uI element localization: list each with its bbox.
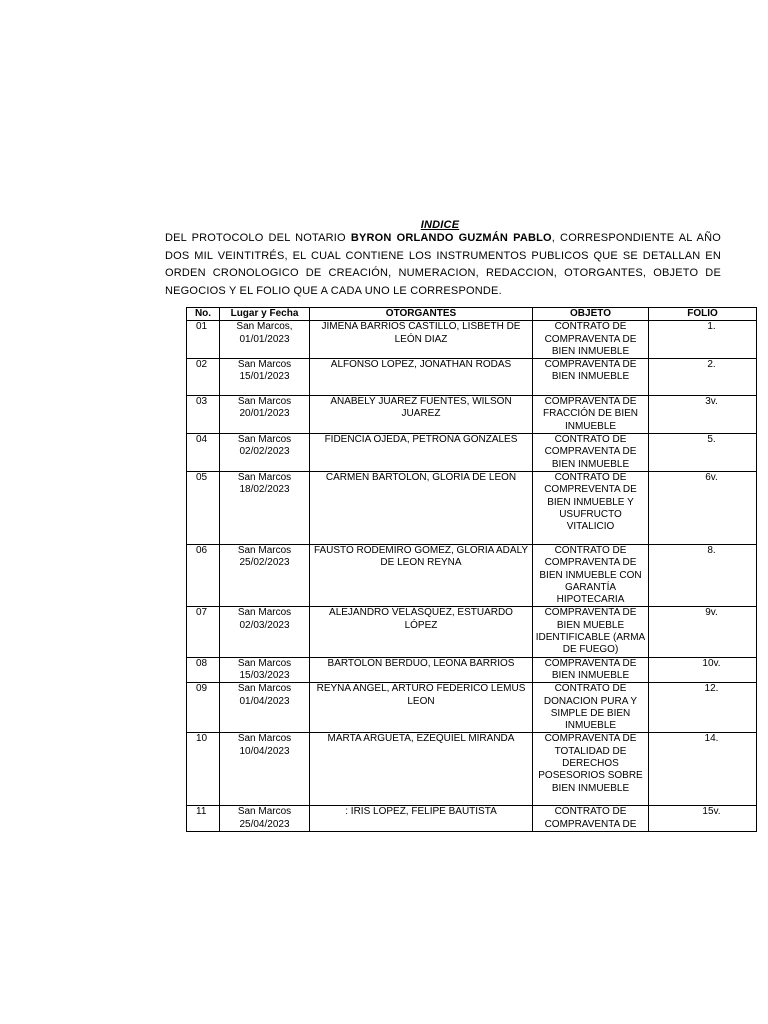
row-folio: 12.	[649, 683, 757, 733]
table-row	[187, 396, 757, 434]
row-objeto: CONTRATO DE COMPRAVENTA DE BIEN INMUEBLE CON GARANTÍA HIPOTECARIA	[533, 544, 649, 606]
row-folio: 5.	[649, 434, 757, 472]
row-otorgantes: REYNA ANGEL, ARTURO FEDERICO LEMUS LEON	[310, 683, 533, 733]
table-row	[187, 434, 757, 472]
row-otorgantes: : IRIS LOPEZ, FELIPE BAUTISTA	[310, 806, 533, 832]
row-number: 01	[187, 321, 220, 359]
row-folio: 3v.	[649, 396, 757, 434]
table-row	[187, 657, 757, 683]
intro-paragraph	[165, 230, 721, 300]
document-title: INDICE	[420, 219, 460, 231]
row-objeto: CONTRATO DE COMPRAVENTA DE BIEN INMUEBLE	[533, 321, 649, 359]
intro-text-start: DEL PROTOCOLO DEL NOTARIO	[165, 232, 351, 244]
row-folio: 8.	[649, 544, 757, 606]
header-objeto: OBJETO	[533, 308, 649, 321]
row-number: 09	[187, 683, 220, 733]
row-otorgantes: MARTA ARGUETA, EZEQUIEL MIRANDA	[310, 733, 533, 806]
row-lugar-fecha: San Marcos 25/04/2023	[220, 806, 310, 832]
row-objeto: CONTRATO DE DONACION PURA Y SIMPLE DE BIEN INMUEBLE	[533, 683, 649, 733]
row-lugar-fecha: San Marcos 20/01/2023	[220, 396, 310, 434]
row-otorgantes: BARTOLON BERDUO, LEONA BARRIOS	[310, 657, 533, 683]
row-number: 03	[187, 396, 220, 434]
table-row	[187, 733, 757, 806]
intro-text-end: , CORRESPONDIENTE AL AÑO DOS MIL VEINTITRÉS, EL CUAL CONTIENE LOS INSTRUMENTOS PUBLICOS QUE SE DETALLAN EN ORDEN CRONOLOGICO DE CREACIÓN, NUMERACION, REDACCION, OTORGANTES, OBJETO DE NEGOCIOS Y EL FOLIO QUE A CADA UNO LE CORRESPONDE.	[165, 232, 721, 297]
row-number: 06	[187, 544, 220, 606]
header-folio: FOLIO	[649, 308, 757, 321]
table-row	[187, 806, 757, 832]
row-objeto: CONTRATO DE COMPRAVENTA DE	[533, 806, 649, 832]
row-lugar-fecha: San Marcos 18/02/2023	[220, 471, 310, 544]
row-number: 04	[187, 434, 220, 472]
table-row	[187, 359, 757, 396]
row-objeto: COMPRAVENTA DE BIEN INMUEBLE	[533, 657, 649, 683]
table-row	[187, 471, 757, 544]
row-folio: 9v.	[649, 607, 757, 657]
row-lugar-fecha: San Marcos 15/01/2023	[220, 359, 310, 396]
row-lugar-fecha: San Marcos, 01/01/2023	[220, 321, 310, 359]
table-row	[187, 607, 757, 657]
row-otorgantes: FIDENCIA OJEDA, PETRONA GONZALES	[310, 434, 533, 472]
row-objeto: COMPRAVENTA DE BIEN MUEBLE IDENTIFICABLE (ARMA DE FUEGO)	[533, 607, 649, 657]
row-objeto: COMPRAVENTA DE TOTALIDAD DE DERECHOS POSESORIOS SOBRE BIEN INMUEBLE	[533, 733, 649, 806]
row-otorgantes: FAUSTO RODEMIRO GOMEZ, GLORIA ADALY DE LEON REYNA	[310, 544, 533, 606]
row-folio: 10v.	[649, 657, 757, 683]
header-lugar-fecha: Lugar y Fecha	[220, 308, 310, 321]
row-lugar-fecha: San Marcos 02/02/2023	[220, 434, 310, 472]
row-lugar-fecha: San Marcos 10/04/2023	[220, 733, 310, 806]
row-lugar-fecha: San Marcos 01/04/2023	[220, 683, 310, 733]
table-header-row	[187, 308, 757, 321]
row-lugar-fecha: San Marcos 15/03/2023	[220, 657, 310, 683]
row-number: 10	[187, 733, 220, 806]
row-objeto: COMPRAVENTA DE FRACCIÓN DE BIEN INMUEBLE	[533, 396, 649, 434]
row-folio: 6v.	[649, 471, 757, 544]
table-body	[187, 321, 757, 832]
header-otorgantes: OTORGANTES	[310, 308, 533, 321]
row-otorgantes: JIMENA BARRIOS CASTILLO, LISBETH DE LEÓN DIAZ	[310, 321, 533, 359]
row-lugar-fecha: San Marcos 25/02/2023	[220, 544, 310, 606]
table-row	[187, 321, 757, 359]
index-table	[186, 307, 757, 832]
row-otorgantes: ALFONSO LOPEZ, JONATHAN RODAS	[310, 359, 533, 396]
row-lugar-fecha: San Marcos 02/03/2023	[220, 607, 310, 657]
row-folio: 14.	[649, 733, 757, 806]
row-objeto: COMPRAVENTA DE BIEN INMUEBLE	[533, 359, 649, 396]
row-number: 07	[187, 607, 220, 657]
row-folio: 15v.	[649, 806, 757, 832]
header-no: No.	[187, 308, 220, 321]
row-folio: 2.	[649, 359, 757, 396]
row-otorgantes: CARMEN BARTOLON, GLORIA DE LEON	[310, 471, 533, 544]
row-objeto: CONTRATO DE COMPRAVENTA DE BIEN INMUEBLE	[533, 434, 649, 472]
row-objeto: CONTRATO DE COMPREVENTA DE BIEN INMUEBLE Y USUFRUCTO VITALICIO	[533, 471, 649, 544]
table-row	[187, 544, 757, 606]
row-number: 11	[187, 806, 220, 832]
row-number: 08	[187, 657, 220, 683]
row-otorgantes: ANABELY JUAREZ FUENTES, WILSON JUAREZ	[310, 396, 533, 434]
row-folio: 1.	[649, 321, 757, 359]
row-otorgantes: ALEJANDRO VELÁSQUEZ, ESTUARDO LÓPEZ	[310, 607, 533, 657]
row-number: 05	[187, 471, 220, 544]
table-row	[187, 683, 757, 733]
row-number: 02	[187, 359, 220, 396]
notary-name: BYRON ORLANDO GUZMÁN PABLO	[350, 232, 552, 244]
